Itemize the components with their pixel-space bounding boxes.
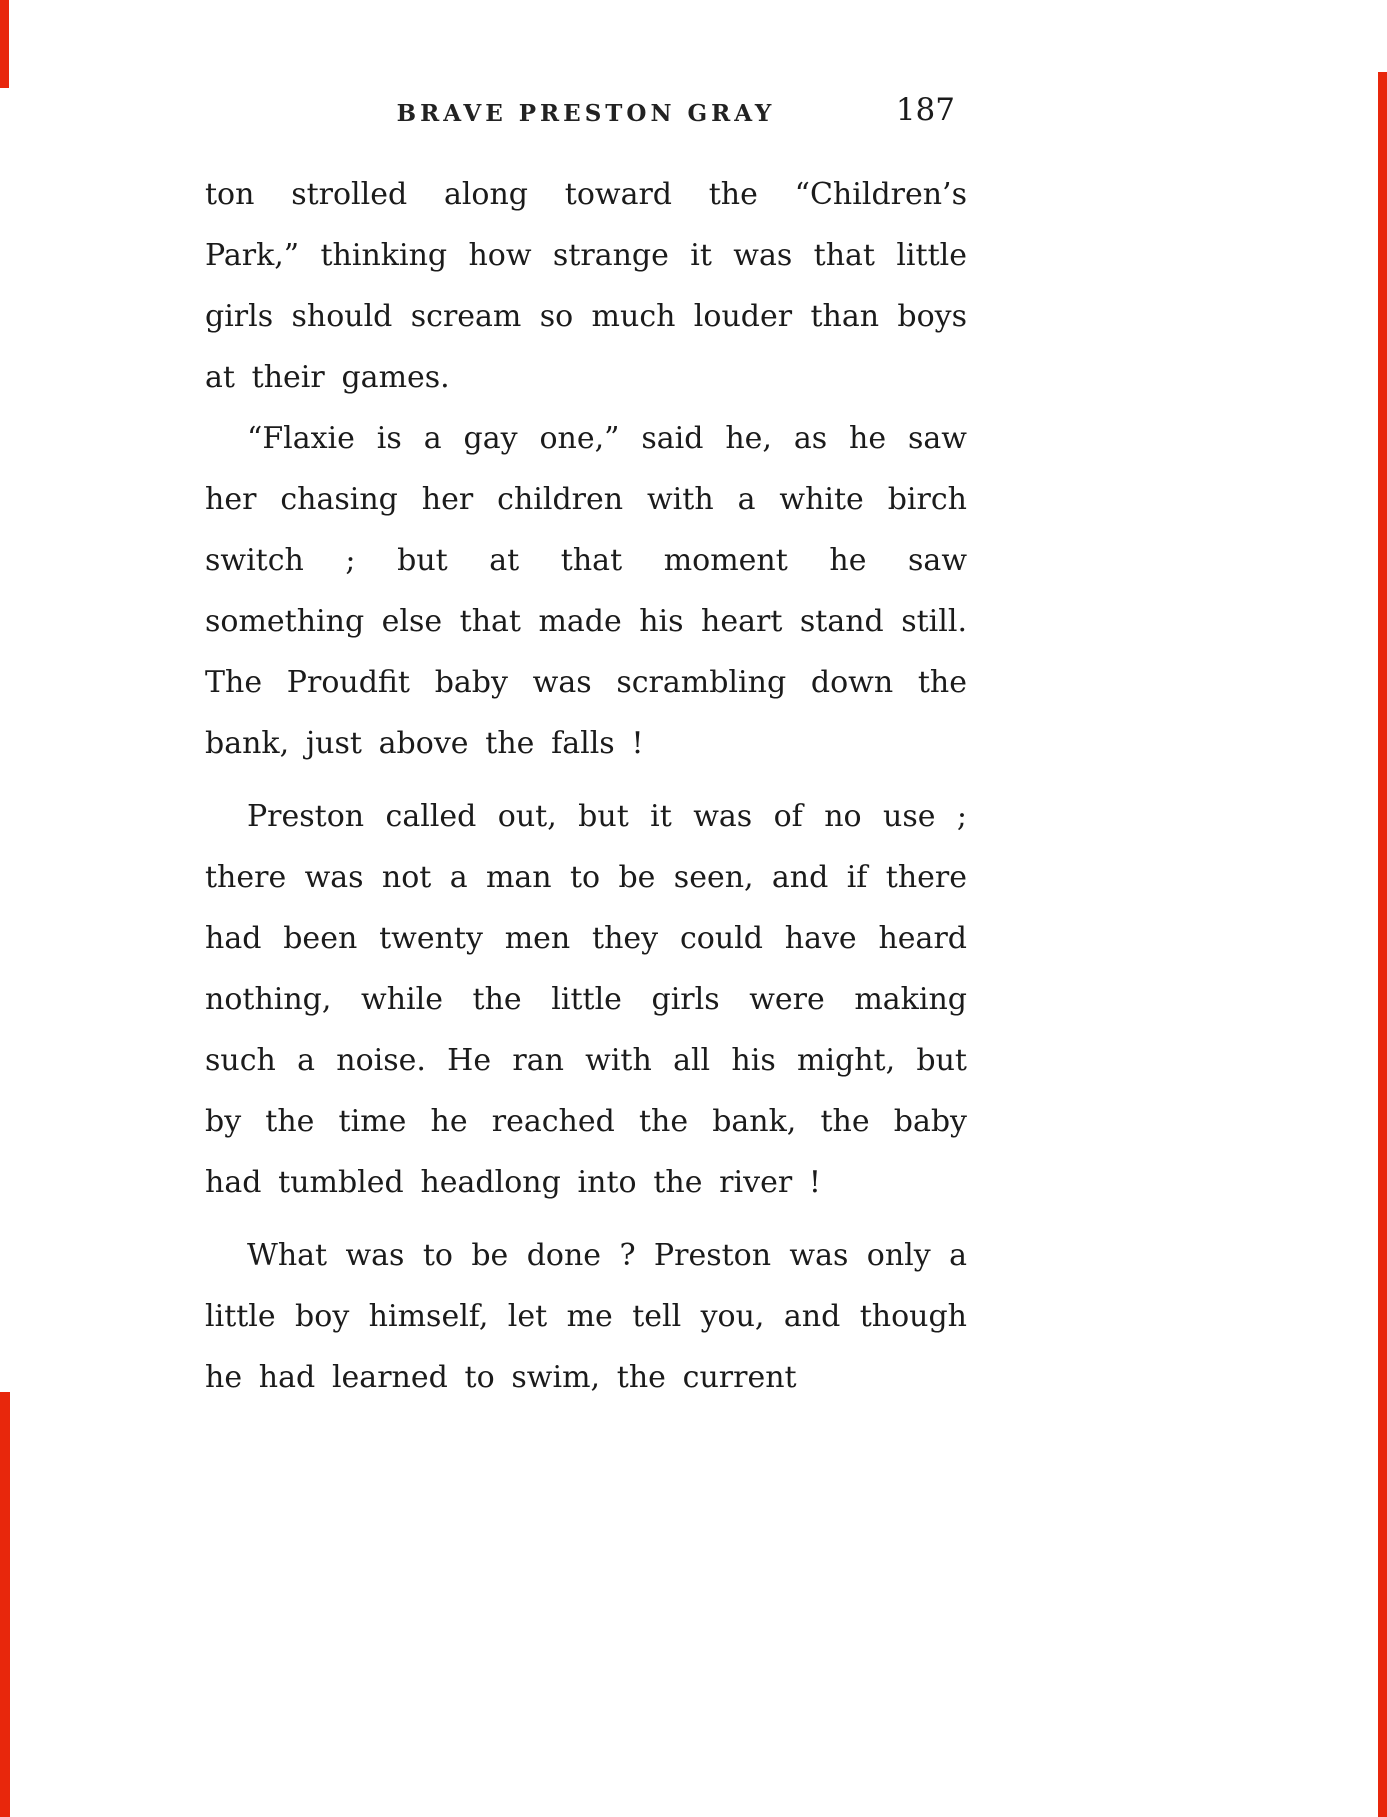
paragraph: Preston called out, but it was of no use ; there was not a man to be seen, and if there had been twenty men they could have heard nothing, while the little girls were making such a noise. He ran with all his might, but by the time he reached the bank, the baby had tumbled headlong into the river ! [205, 799, 967, 1200]
scan-edge-mark-right [1378, 72, 1387, 1817]
page-content [205, 92, 967, 1408]
running-header [205, 92, 967, 138]
paragraph: ton strolled along toward the “Children’s Park,” thinking how strange it was that little girls should scream so much louder than boys at their games. [205, 177, 967, 395]
scan-edge-mark-left-top [0, 0, 9, 88]
body-text [205, 164, 967, 1408]
scan-edge-mark-left-bottom [0, 1392, 10, 1817]
page-number: 187 [895, 92, 955, 128]
paragraph: “Flaxie is a gay one,” said he, as he saw her chasing her children with a white birch switch ; but at that moment he saw something else that made his heart stand still. The Proudfit baby was scrambling down the bank, just above the falls ! [205, 421, 967, 761]
paragraph: What was to be done ? Preston was only a little boy himself, let me tell you, and though he had learned to swim, the current [205, 1238, 967, 1395]
book-title-header: BRAVE PRESTON GRAY [396, 100, 776, 127]
